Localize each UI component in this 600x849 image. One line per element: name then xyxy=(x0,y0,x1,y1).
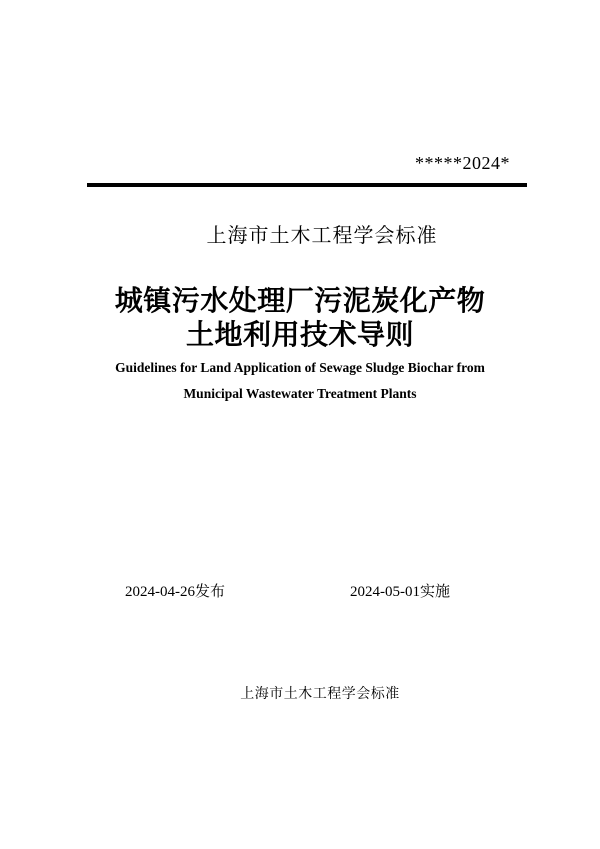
document-title-english-line1: Guidelines for Land Application of Sewage Sludge Biochar from xyxy=(115,360,485,375)
horizontal-rule xyxy=(87,183,527,187)
society-name-heading: 上海市土木工程学会标准 xyxy=(206,225,438,247)
issue-date: 2024-04-26发布 xyxy=(125,584,225,600)
document-title-line2: 土地利用技术导则 xyxy=(185,319,414,350)
footer-society-name: 上海市土木工程学会标准 xyxy=(240,687,400,702)
document-title-line1: 城镇污水处理厂污泥炭化产物 xyxy=(114,285,486,316)
implementation-date: 2024-05-01实施 xyxy=(350,584,450,600)
document-title-english xyxy=(0,355,600,407)
standard-number: *****2024* xyxy=(415,153,510,173)
document-title xyxy=(0,284,600,352)
document-title-english-line2: Municipal Wastewater Treatment Plants xyxy=(183,386,417,401)
